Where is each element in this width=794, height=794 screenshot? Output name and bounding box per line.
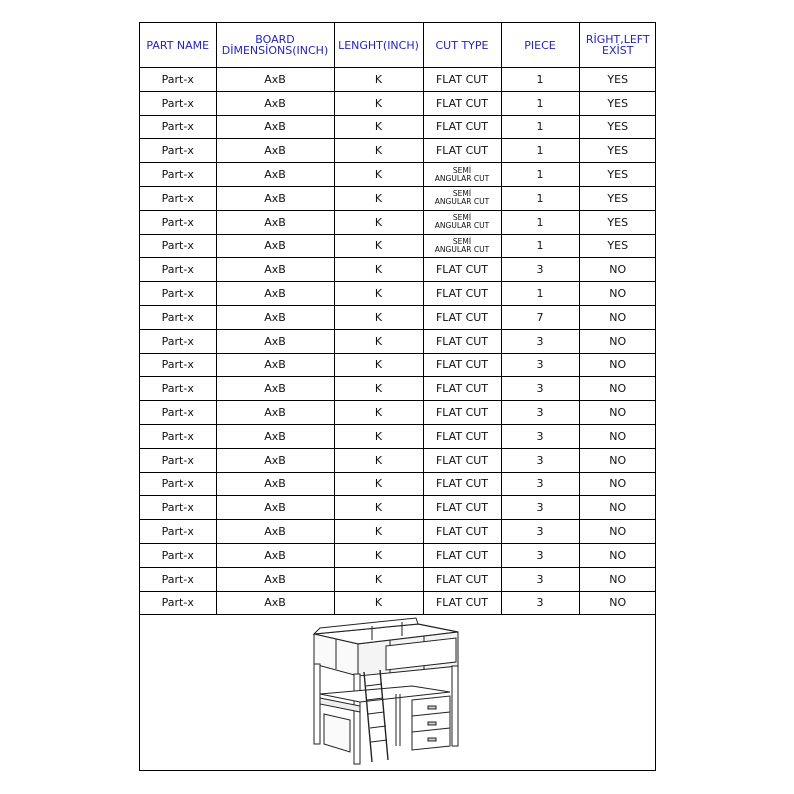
right-left-exist-cell: NO [579,567,656,591]
right-left-exist-cell: NO [579,424,656,448]
part-name-cell: Part-x [140,567,216,591]
table-row [140,282,656,306]
right-left-exist-cell: NO [579,305,656,329]
table-row [140,496,656,520]
cut-type-cell: FLAT CUT [423,377,501,401]
cut-type-cell: FLAT CUT [423,353,501,377]
board-dimensions-cell: AxB [216,472,334,496]
board-dimensions-cell: AxB [216,305,334,329]
board-dimensions-cell: AxB [216,68,334,92]
length-cell: K [334,234,423,258]
board-dimensions-cell: AxB [216,210,334,234]
cut-type-cell: FLAT CUT [423,567,501,591]
cut-type-cell: FLAT CUT [423,496,501,520]
board-dimensions-cell: AxB [216,115,334,139]
length-cell: K [334,520,423,544]
cut-type-cell: FLAT CUT [423,543,501,567]
right-left-exist-cell: NO [579,282,656,306]
part-name-cell: Part-x [140,591,216,615]
cut-type-cell: FLAT CUT [423,305,501,329]
board-dimensions-cell: AxB [216,258,334,282]
cut-type-cell: SEMİ ANGULAR CUT [423,186,501,210]
board-dimensions-cell: AxB [216,282,334,306]
length-cell: K [334,567,423,591]
length-cell: K [334,163,423,187]
right-left-exist-cell: NO [579,591,656,615]
board-dimensions-cell: AxB [216,567,334,591]
board-dimensions-cell: AxB [216,543,334,567]
figure-area [140,614,655,770]
board-dimensions-cell: AxB [216,424,334,448]
length-cell: K [334,377,423,401]
part-name-cell: Part-x [140,448,216,472]
length-cell: K [334,91,423,115]
part-name-cell: Part-x [140,234,216,258]
board-dimensions-cell: AxB [216,520,334,544]
piece-cell: 3 [501,567,579,591]
cut-type-cell: FLAT CUT [423,68,501,92]
board-dimensions-cell: AxB [216,91,334,115]
table-row [140,115,656,139]
table-row [140,68,656,92]
length-cell: K [334,448,423,472]
cut-list-table [140,23,656,615]
length-cell: K [334,424,423,448]
right-left-exist-cell: NO [579,329,656,353]
cut-type-cell: FLAT CUT [423,139,501,163]
header-right-left-exist: RİGHT,LEFT EXİST [579,23,656,68]
part-name-cell: Part-x [140,115,216,139]
table-row [140,91,656,115]
table-row [140,353,656,377]
table-row [140,448,656,472]
board-dimensions-cell: AxB [216,401,334,425]
length-cell: K [334,282,423,306]
length-cell: K [334,401,423,425]
table-row [140,305,656,329]
board-dimensions-cell: AxB [216,329,334,353]
length-cell: K [334,496,423,520]
header-piece: PIECE [501,23,579,68]
part-name-cell: Part-x [140,520,216,544]
board-dimensions-cell: AxB [216,496,334,520]
cut-type-cell: FLAT CUT [423,329,501,353]
piece-cell: 3 [501,329,579,353]
part-name-cell: Part-x [140,91,216,115]
piece-cell: 3 [501,448,579,472]
right-left-exist-cell: NO [579,448,656,472]
length-cell: K [334,115,423,139]
cut-type-cell: FLAT CUT [423,591,501,615]
table-row [140,543,656,567]
cut-type-cell: FLAT CUT [423,520,501,544]
table-row [140,591,656,615]
piece-cell: 3 [501,472,579,496]
right-left-exist-cell: YES [579,115,656,139]
piece-cell: 7 [501,305,579,329]
piece-cell: 1 [501,282,579,306]
length-cell: K [334,305,423,329]
part-name-cell: Part-x [140,258,216,282]
header-board-dimensions: BOARD DİMENSİONS(INCH) [216,23,334,68]
cut-type-cell: FLAT CUT [423,401,501,425]
table-row [140,258,656,282]
header-part-name: PART NAME [140,23,216,68]
right-left-exist-cell: YES [579,163,656,187]
piece-cell: 1 [501,210,579,234]
right-left-exist-cell: NO [579,401,656,425]
piece-cell: 1 [501,139,579,163]
right-left-exist-cell: NO [579,543,656,567]
table-row [140,210,656,234]
right-left-exist-cell: YES [579,139,656,163]
board-dimensions-cell: AxB [216,139,334,163]
right-left-exist-cell: YES [579,91,656,115]
part-name-cell: Part-x [140,329,216,353]
piece-cell: 3 [501,401,579,425]
cut-type-cell: SEMİ ANGULAR CUT [423,210,501,234]
part-name-cell: Part-x [140,401,216,425]
board-dimensions-cell: AxB [216,163,334,187]
length-cell: K [334,472,423,496]
cut-type-cell: FLAT CUT [423,282,501,306]
part-name-cell: Part-x [140,472,216,496]
piece-cell: 3 [501,543,579,567]
piece-cell: 3 [501,520,579,544]
board-dimensions-cell: AxB [216,353,334,377]
length-cell: K [334,353,423,377]
length-cell: K [334,258,423,282]
cut-type-cell: FLAT CUT [423,424,501,448]
part-name-cell: Part-x [140,496,216,520]
length-cell: K [334,68,423,92]
right-left-exist-cell: NO [579,520,656,544]
table-row [140,163,656,187]
right-left-exist-cell: YES [579,234,656,258]
part-name-cell: Part-x [140,139,216,163]
length-cell: K [334,329,423,353]
table-row [140,234,656,258]
length-cell: K [334,139,423,163]
right-left-exist-cell: YES [579,68,656,92]
cut-type-cell: FLAT CUT [423,115,501,139]
piece-cell: 1 [501,234,579,258]
part-name-cell: Part-x [140,353,216,377]
cut-type-cell: FLAT CUT [423,258,501,282]
cut-list-sheet [139,22,656,771]
right-left-exist-cell: NO [579,353,656,377]
table-row [140,401,656,425]
length-cell: K [334,543,423,567]
piece-cell: 1 [501,163,579,187]
cut-type-cell: FLAT CUT [423,91,501,115]
part-name-cell: Part-x [140,68,216,92]
length-cell: K [334,210,423,234]
header-cut-type: CUT TYPE [423,23,501,68]
piece-cell: 1 [501,115,579,139]
part-name-cell: Part-x [140,186,216,210]
piece-cell: 1 [501,186,579,210]
length-cell: K [334,591,423,615]
part-name-cell: Part-x [140,377,216,401]
board-dimensions-cell: AxB [216,448,334,472]
part-name-cell: Part-x [140,305,216,329]
piece-cell: 3 [501,353,579,377]
piece-cell: 3 [501,424,579,448]
table-row [140,567,656,591]
cut-type-cell: FLAT CUT [423,472,501,496]
right-left-exist-cell: NO [579,496,656,520]
table-row [140,186,656,210]
right-left-exist-cell: YES [579,186,656,210]
part-name-cell: Part-x [140,282,216,306]
part-name-cell: Part-x [140,543,216,567]
piece-cell: 3 [501,377,579,401]
table-row [140,139,656,163]
piece-cell: 1 [501,68,579,92]
right-left-exist-cell: YES [579,210,656,234]
board-dimensions-cell: AxB [216,186,334,210]
cut-type-cell: SEMİ ANGULAR CUT [423,163,501,187]
table-row [140,424,656,448]
piece-cell: 3 [501,591,579,615]
header-length: LENGHT(INCH) [334,23,423,68]
board-dimensions-cell: AxB [216,234,334,258]
part-name-cell: Part-x [140,210,216,234]
piece-cell: 3 [501,496,579,520]
cut-type-cell: SEMİ ANGULAR CUT [423,234,501,258]
right-left-exist-cell: NO [579,258,656,282]
right-left-exist-cell: NO [579,377,656,401]
table-row [140,329,656,353]
loft-bed-drawing-icon [300,616,500,766]
length-cell: K [334,186,423,210]
board-dimensions-cell: AxB [216,377,334,401]
part-name-cell: Part-x [140,163,216,187]
board-dimensions-cell: AxB [216,591,334,615]
right-left-exist-cell: NO [579,472,656,496]
piece-cell: 1 [501,91,579,115]
cut-type-cell: FLAT CUT [423,448,501,472]
header-row [140,23,656,68]
table-row [140,472,656,496]
table-row [140,520,656,544]
part-name-cell: Part-x [140,424,216,448]
table-row [140,377,656,401]
piece-cell: 3 [501,258,579,282]
